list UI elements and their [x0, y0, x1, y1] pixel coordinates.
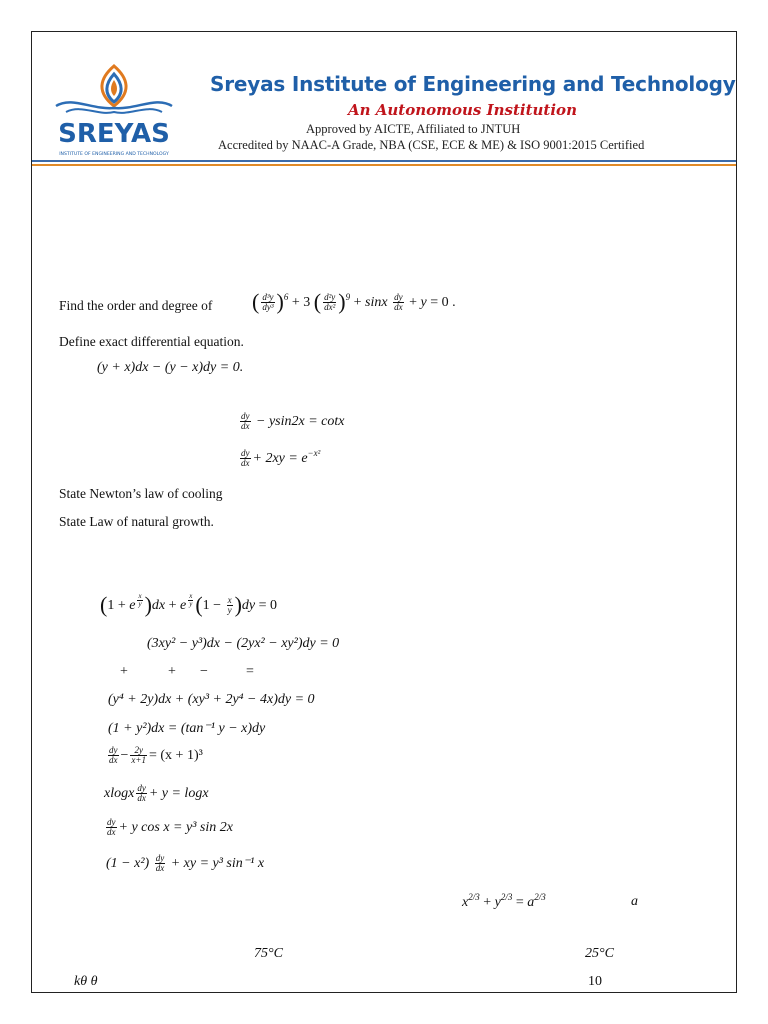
equation-q14: xlogx $\frac{dy}{dx}$ + y = logx — [104, 783, 209, 804]
equation-q8: (1 + e $^{\frac{x}{y}}$ )dx + e $^{\frac{x}{y}}$ (1 − $\frac{x}{y}$ )dy = 0 — [100, 592, 278, 617]
equation-q11: (y⁴ + 2y)dx + (xy³ + 2y⁴ − 4x)dy = 0 — [108, 692, 315, 707]
equation-q3: (y + x)dx − (y − x)dy = 0. — [97, 360, 244, 375]
equation-astroid: $x^{2/3} + y^{2/3} = a^{2/3}$ — [462, 892, 546, 910]
operator-2: + — [168, 664, 176, 679]
temperature-75: 75°C — [254, 946, 283, 961]
equation-order-degree: ( $\frac{\text{d³y}}{\text{dy³}}$ )$^6$ + 3 ( $\frac{\text{d²y}}{\text{dx²}}$ )$^9$ + sinx $\frac{dy}{dx}$ + y = 0 . — [252, 289, 456, 314]
header-rule-blue — [32, 160, 736, 162]
equation-q5: $\frac{dy}{dx}$ + $2xy = e^{-x^2}$ — [241, 447, 321, 469]
k-theta: kθ θ — [74, 974, 98, 989]
approval-line: Approved by AICTE, Affiliated to JNTUH — [306, 122, 521, 136]
temperature-25: 25°C — [585, 946, 614, 961]
equation-q9: (3xy² − y³)dx − (2yx² − xy²)dy = 0 — [147, 636, 340, 651]
operator-3: − — [200, 664, 208, 679]
variable-a: a — [631, 894, 638, 909]
equation-q12: (1 + y²)dx = (tan⁻¹ y − x)dy — [108, 721, 266, 736]
equation-q16: (1 − x²) $\frac{dy}{dx}$ + xy = y³ sin⁻¹ x — [106, 853, 265, 874]
question-natural-growth: State Law of natural growth. — [59, 514, 214, 529]
operator-1: + — [120, 664, 128, 679]
logo-text: SREYAS — [58, 119, 170, 149]
question-newton-cooling: State Newton’s law of cooling — [59, 486, 223, 501]
ten: 10 — [588, 974, 602, 989]
equation-q4: $\frac{dy}{dx}$ − ysin2x = cotx — [241, 411, 345, 432]
equation-q13: $\frac{dy}{dx}$ − $\frac{2y}{x+1}$ = (x + 1)³ — [109, 745, 203, 766]
question-exact-de: Define exact differential equation. — [59, 334, 244, 349]
institution-subtitle: An Autonomous Institution — [348, 101, 577, 119]
accreditation-line: Accredited by NAAC-A Grade, NBA (CSE, ECE & ME) & ISO 9001:2015 Certified — [218, 138, 645, 152]
institution-name: Sreyas Institute of Engineering and Technology — [210, 72, 736, 96]
sreyas-logo — [52, 62, 176, 160]
operator-4: = — [246, 664, 254, 679]
question-order-degree: Find the order and degree of — [59, 298, 213, 313]
equation-q15: $\frac{dy}{dx}$ + y cos x = y³ sin 2x — [107, 817, 233, 838]
header-rule-orange — [32, 164, 736, 166]
page-frame — [31, 31, 737, 993]
logo-tagline: INSTITUTE OF ENGINEERING AND TECHNOLOGY — [59, 152, 169, 157]
